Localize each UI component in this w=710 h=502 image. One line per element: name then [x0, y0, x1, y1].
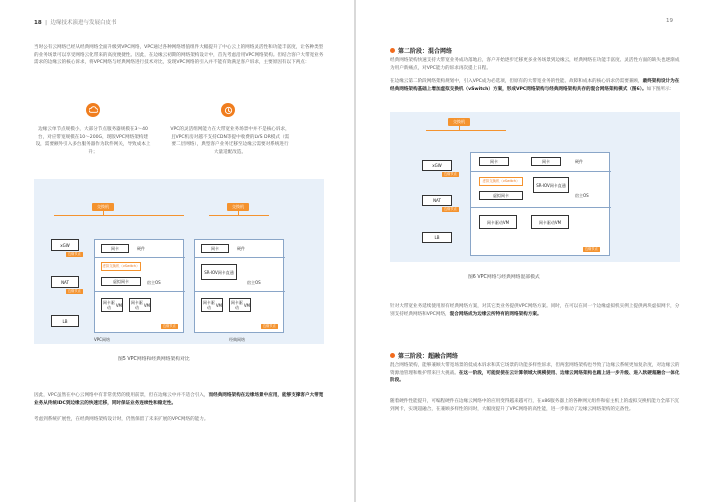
vpc-server [94, 239, 184, 333]
host-os-label: 宿主OS [247, 280, 261, 285]
figure-5-caption: 图5 VPC网络和经典网络架构对比 [118, 357, 190, 362]
header-title: 边缘技术演进与发展白皮书 [50, 20, 117, 26]
host-os-label: 宿主OS [575, 193, 589, 198]
bullet-dot-icon [390, 353, 395, 358]
lb-block: LB [422, 232, 452, 243]
nic-block: 网卡 [201, 244, 229, 253]
nat-block: NAT [422, 195, 452, 206]
stage-3-para2: 随着硬件性能提升，可编程硬件在边缘云网络中的应用变得越来越可行，在x86服务器上的各种网元组件和宿主机上的虚拟交换机能力全部下沉到网卡，实现超融合，在兼顾多样性的同时，大幅度提升了VPC网络的高性能，进一步推动了边缘云网络架构的完备性。 [390, 399, 679, 412]
page-number: 19 [666, 18, 673, 24]
hw-divider [95, 257, 185, 258]
tag-edge: 边缘节点 [444, 207, 457, 211]
hardware-label: 硬件 [137, 246, 145, 251]
page-number: 18 [34, 20, 42, 26]
vpc-switch: 交换机 [92, 203, 114, 211]
hw-divider [471, 171, 611, 172]
switch-link [459, 126, 460, 130]
nic-block-a: 网卡 [479, 157, 509, 166]
stage-2-para2: 在边缘云第二阶段网络架构规划中，引入VPC成为必选项，但原有的大带宽业务的性能、故障和成本的核心诉求仍需要兼顾，最终架构设计为在经典网络架构基础上增加虚拟交换机（vSwitch）方案，形成VPC网络架构与经典网络架构共存的混合网络架构模式（图6）。如下图所示： [390, 79, 680, 92]
reason-1: 边缘云单节点规模小，大部分节点服务器规模在3～40台，对应带宽规模在10～200G，现版VPC网络架构建设，需要额外引入多台服务器作为软件网关，导致成本上升； [35, 127, 151, 155]
figure-6 [390, 112, 680, 262]
classic-server [194, 239, 284, 333]
vnic-block: 虚拟网卡 [479, 191, 523, 200]
tag-edge: 边缘节点 [68, 289, 81, 293]
left-page [0, 0, 354, 502]
stage-3-para1: 混合网络架构，能够兼顾大带宽场景的低成本诉求和其它场景的功能多样性诉求，但两套网络架构也导致了边缘云系统更加复杂度，对边缘云的资源池管理和维护带来巨大挑战。在这一阶段，可能促使在云计算领域大规模使用、边缘云网络架构也踏上进一步升级、进入软硬超融合一体化阶段。 [390, 363, 680, 384]
bus-line [426, 130, 506, 131]
tag-edge: 边缘节点 [68, 252, 81, 256]
vpc-bus-line [54, 215, 184, 216]
tag-edge: 边缘节点 [444, 172, 457, 176]
figure-5 [34, 179, 324, 344]
hybrid-conclusion: 针对大带宽业务延续使用原有经典网络方案，对其它类业务提供VPC网络方案。同时，在可以在同一个边缘虚拟机实例上提供两块虚拟网卡，分别支持经典网络和VPC网络，混合网络成为边缘云所特有的网络架构方案。 [390, 304, 680, 317]
vm2-block: 网卡驱动 VM [130, 300, 150, 310]
vswitch-block: 虚拟交换机（vSwitch） [101, 262, 141, 271]
vpc-network-label: VPC网络 [94, 337, 110, 342]
hybrid-server [470, 152, 610, 256]
classic-network-label: 经典网络 [229, 337, 245, 342]
vswitch-block: 虚拟交换机（vSwitch） [479, 177, 523, 186]
cloud-node-icon [86, 103, 100, 117]
extension-paragraph: 考虑到系统扩展性，在经典网络架构设计时，仍然保留了未来扩展的VPC网络的能力。 [34, 417, 209, 422]
xgw-block: xGW [422, 160, 452, 171]
switch-block: 交换机 [448, 118, 470, 126]
vm2-block: 网卡驱动 VM [531, 215, 569, 229]
page-header: 18 | 边缘技术演进与发展白皮书 [34, 20, 117, 26]
nat-block: NAT [51, 276, 79, 288]
os-divider [471, 207, 611, 208]
tag-edge: 边缘节点 [263, 324, 276, 328]
tag-edge: 边缘节点 [585, 247, 598, 251]
hardware-label: 硬件 [575, 159, 583, 164]
stage-2-heading: 第二阶段：混合网络 [390, 46, 452, 55]
hw-divider [195, 257, 285, 258]
os-divider [195, 291, 285, 292]
hardware-label: 硬件 [237, 246, 245, 251]
stage-2-para1: 经典网络架构快速支持大带宽业务成功落地后，客户开始逐步迁移更多业务场景到边缘云，经典网络在功能丰富度、灵活性方面的缺失也逐渐成为用户新痛点，对VPC能力的诉求再次提上日程。 [390, 58, 680, 71]
right-page [356, 0, 710, 502]
sriov-block: SR-IOV 网卡直通 [201, 264, 237, 280]
host-os-label: 宿主OS [147, 280, 161, 285]
xgw-block: xGW [51, 239, 79, 251]
reason-2: VPC的灵活组网能力在大带宽业务场景中并不是核心诉求，且VPC机房对越不支持CDN等提中收费的LVS DR模式（需要二层网络），典型客户业务迁移至边缘云需要对系统进行大量适配改造。 [170, 127, 290, 155]
vm2-block: 网卡驱动 VM [230, 300, 250, 310]
stage-3-heading: 第三阶段：超融合网络 [390, 351, 458, 360]
classic-switch-link [238, 211, 239, 215]
nic-block-b: 网卡 [531, 157, 561, 166]
intro-paragraph: 当时公有云网络已经从经典网络全面升级到VPC网络，VPC通过各种网络增值组件大幅提升了中心云上的网络灵活性和功能丰富度，让各种类型的业务场景可以享受网络云化带来的高度便捷性。因此，在边缘云初期的网络架构设计中，首先考虑沿用VPC网络架构。但结合客户大带宽业务需求的边缘云的核心诉求，将VPC网络与经典网络进行技术对比，发现VPC网络的引入并不能有效满足客户诉求，主要原因有以下两点： [34, 45, 324, 66]
classic-bus-line [209, 215, 269, 216]
os-divider [95, 291, 185, 292]
vm1-block: 网卡驱动 VM [202, 300, 222, 310]
classic-switch: 交换机 [227, 203, 249, 211]
conclusion-paragraph: 因此，VPC虽然在中心云网络中有非常优势的使用前景，但在边缘云中并不适合引入，而经典网络架构在边缘场景中应用，能够支撑客户大带宽业务从传统IDC到边缘云的快速迁移，同时保证业务连续性和稳定性。 [34, 393, 324, 406]
vnic-block: 虚拟网卡 [101, 277, 141, 286]
bullet-dot-icon [390, 48, 395, 53]
sriov-block: SR-IOV 网卡直通 [533, 177, 569, 193]
tag-edge: 边缘节点 [163, 324, 176, 328]
figure-6-caption: 图6 VPC网络与经典网络混部模式 [468, 275, 540, 280]
vm1-block: 网卡驱动 VM [479, 215, 517, 229]
nic-block: 网卡 [101, 244, 129, 253]
vm1-block: 网卡驱动 VM [102, 300, 122, 310]
lb-block: LB [51, 315, 79, 327]
bandwidth-icon [221, 103, 235, 117]
vpc-switch-link [103, 211, 104, 215]
